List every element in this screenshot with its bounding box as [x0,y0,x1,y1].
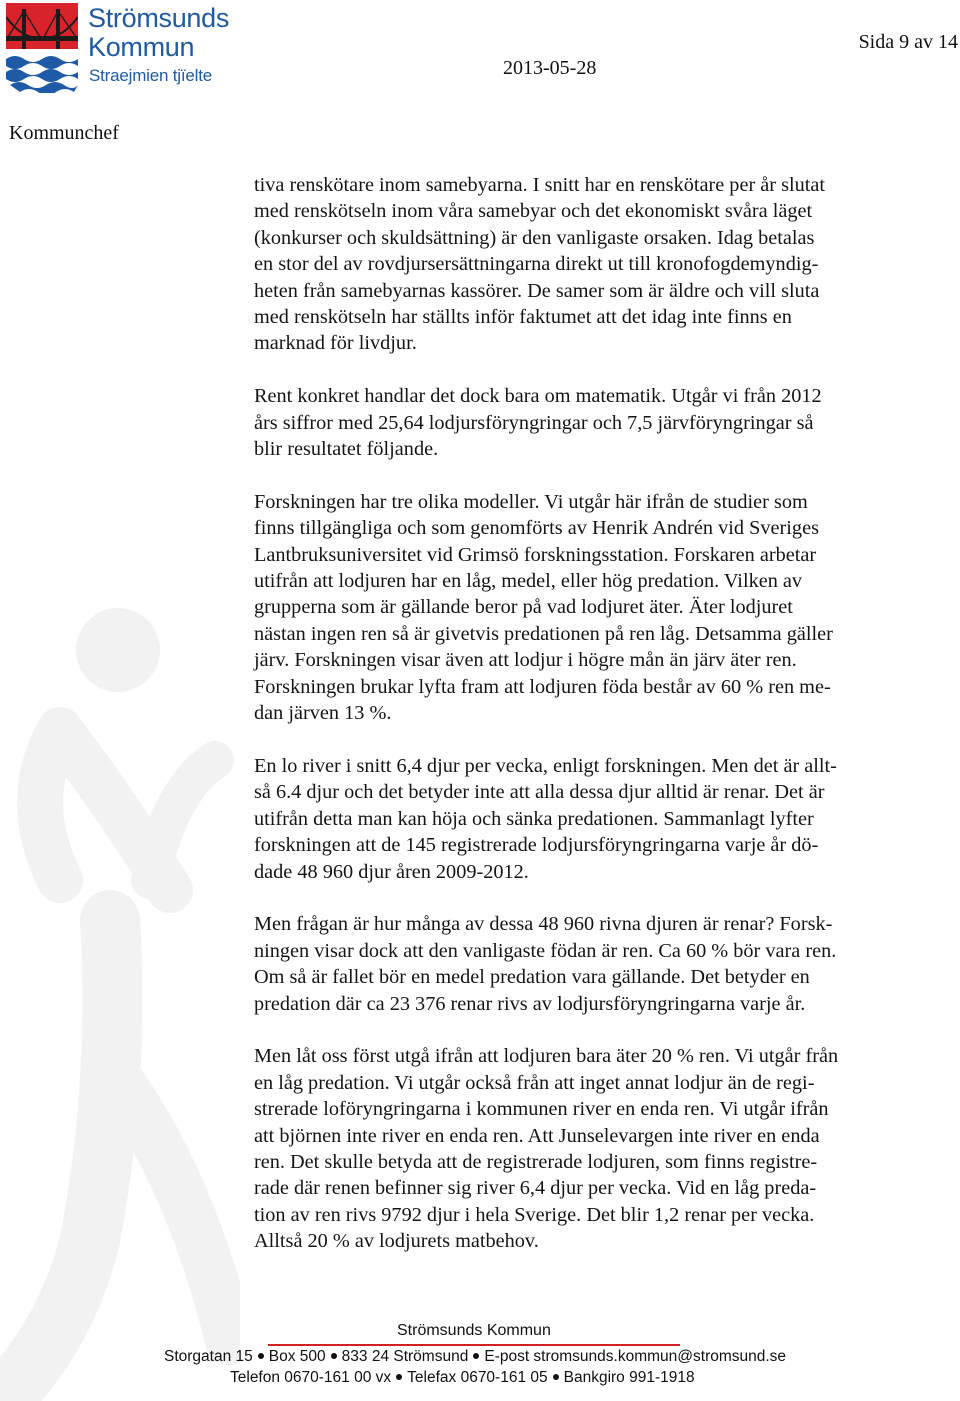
text-line: så 6.4 djur och det betyder inte att alla dessa djur alltid är renar. Det är [254,781,825,804]
text-line: forskningen att de 145 registrerade lodjursföryngringarna varje år dö- [254,834,819,857]
logo-name-line2: Kommun [88,32,195,62]
text-line: Men frågan är hur många av dessa 48 960 rivna djuren är renar? Forsk- [254,913,833,936]
logo-name-line1: Strömsunds [88,3,230,33]
text-line: blir resultatet följande. [254,438,439,461]
text-line: strerade loföryngringarna i kommunen river en enda ren. Vi utgår ifrån [254,1098,829,1121]
footer-postal: 833 24 Strömsund [341,1348,469,1365]
text-line: heten från samebyarnas kassörer. De samer som är äldre och vill sluta [254,279,820,302]
bullet-icon [553,1374,559,1380]
paragraph [254,383,928,462]
paragraph [254,911,928,1017]
text-line: Men låt oss först utgå ifrån att lodjuren bara äter 20 % ren. Vi utgår från [254,1045,839,1068]
text-line: järv. Forskningen visar även att lodjur i högre mån än järv äter ren. [254,649,797,672]
paragraph [254,489,928,727]
text-line: med renskötseln inom våra samebyar och det ekonomiskt svåra läget [254,200,813,223]
paragraph [254,1043,928,1254]
document-date: 2013-05-28 [503,57,597,79]
text-line: en stor del av rovdjursersättningarna direkt ut till kronofogdemyndig- [254,253,819,276]
text-line: dan järven 13 %. [254,702,392,725]
footer-box: Box 500 [268,1348,326,1365]
text-line: Lantbruksuniversitet vid Grimsö forskningsstation. Forskaren arbetar [254,543,817,566]
footer-organization: Strömsunds Kommun [397,1322,551,1339]
text-line: En lo river i snitt 6,4 djur per vecka, enligt forskningen. Men det är allt- [254,754,837,777]
paragraph [254,753,928,885]
page-number: Sida 9 av 14 [858,31,958,53]
text-line: med renskötseln har ställts inför faktumet att det idag inte finns en [254,306,792,329]
text-line: ningen visar dock att den vanligaste födan är ren. Ca 60 % bör vara ren. [254,939,837,962]
footer-address-line [164,1348,786,1366]
text-line: finns tillgängliga och som genomförts av Henrik Andrén vid Sveriges [254,517,819,540]
text-line: tion av ren rivs 9792 djur i hela Sverige. Det blir 1,2 renar per vecka. [254,1203,815,1226]
text-line: Om så är fallet bör en medel predation vara gällande. Det betyder en [254,966,810,989]
text-line: Rent konkret handlar det dock bara om matematik. Utgår vi från 2012 [254,385,822,408]
bullet-icon [396,1374,402,1380]
text-line: Forskningen har tre olika modeller. Vi utgår här ifrån de studier som [254,490,808,513]
text-line: års siffror med 25,64 lodjursföryngringar och 7,5 järvföryngringar så [254,411,814,434]
logo-name-line3: Straejmien tjïelte [89,66,213,85]
footer-divider [268,1344,680,1346]
municipality-logo [6,3,236,95]
paragraph [254,172,928,357]
text-line: Forskningen brukar lyfta fram att lodjuren föda består av 60 % ren me- [254,675,831,698]
text-line: grupperna som är gällande beror på vad lodjuret äter. Äter lodjuret [254,596,793,619]
text-line: att björnen inte river en enda ren. Att Junselevargen inte river en enda [254,1124,820,1147]
text-line: tiva renskötare inom samebyarna. I snitt har en renskötare per år slutat [254,174,826,196]
bullet-icon [258,1353,264,1359]
text-line: marknad för livdjur. [254,332,417,355]
footer-fax: Telefax 0670-161 05 [407,1369,548,1386]
text-line: dade 48 960 djur åren 2009-2012. [254,860,529,883]
text-line: predation där ca 23 376 renar rivs av lodjursföryngringarna varje år. [254,992,806,1015]
text-line: en låg predation. Vi utgår också från att inget annat lodjur än de regi- [254,1071,815,1094]
text-line: nästan ingen ren så är givetvis predationen på ren låg. Detsamma gäller [254,622,833,645]
bullet-icon [473,1353,479,1359]
footer-phone: Telefon 0670-161 00 vx [230,1369,392,1386]
text-line: Alltså 20 % av lodjurets matbehov. [254,1230,539,1253]
footer-bankgiro: Bankgiro 991-1918 [563,1369,695,1386]
text-line: ren. Det skulle betyda att de registrerade lodjuren, som finns registre- [254,1150,818,1173]
author-role: Kommunchef [9,122,119,144]
text-line: (konkurser och skuldsättning) är den vanligaste orsaken. Idag betalas [254,226,815,249]
footer-contact-line [230,1369,695,1387]
bullet-icon [331,1353,337,1359]
bridge-logo-icon [6,3,78,93]
text-line: utifrån att lodjuren har en låg, medel, eller hög predation. Vilken av [254,570,803,593]
decorative-figure-watermark [0,560,240,1401]
text-line: rade där renen befinner sig river 6,4 djur per vecka. Vid en låg preda- [254,1177,817,1200]
footer-email: E-post stromsunds.kommun@stromsund.se [484,1348,787,1365]
footer-street: Storgatan 15 [164,1348,253,1365]
text-line: utifrån detta man kan höja och sänka predationen. Sammanlagt lyfter [254,807,814,830]
document-body [254,172,928,1281]
